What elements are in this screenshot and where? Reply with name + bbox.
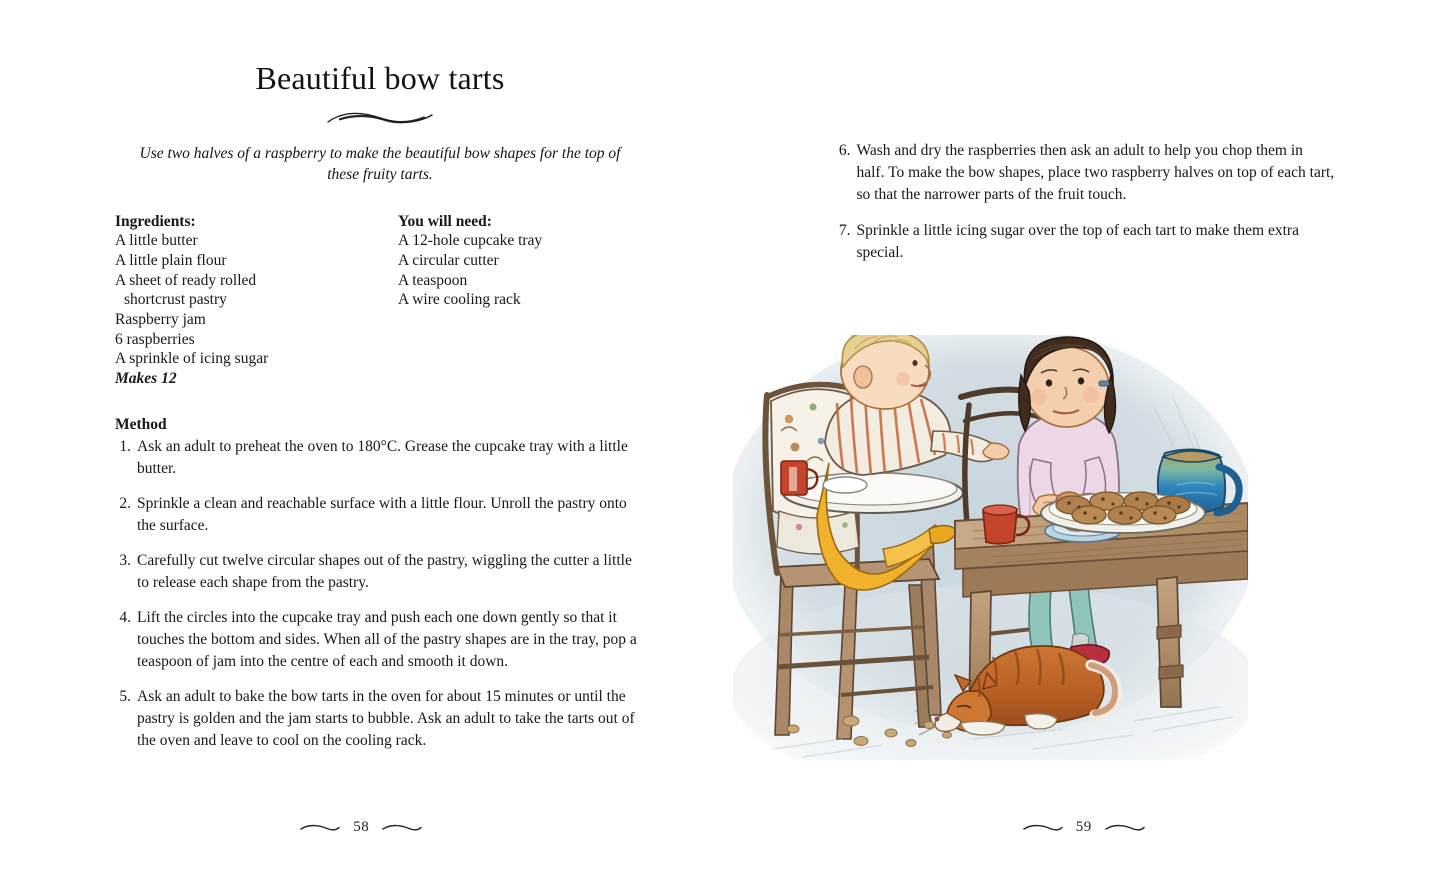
step-text: Lift the circles into the cupcake tray and push each one down gently so that it touches the bottom and sides. When all of the pastry shapes are in the tray, pop a teaspoon of jam into the centre of each and smooth it down. [137, 608, 637, 670]
right-page [723, 0, 1445, 874]
step-number: 6. [838, 142, 851, 159]
list-item: A circular cutter [398, 251, 499, 269]
illustration-artwork [733, 335, 1248, 760]
page-title: Beautiful bow tarts [255, 60, 505, 96]
step-number: 7. [838, 222, 851, 239]
step-text: Carefully cut twelve circular shapes out of the pastry, wiggling the cutter a little to release each shape from the pastry. [137, 551, 632, 591]
folio-right [723, 819, 1445, 836]
folio-swash-left-icon [300, 822, 340, 834]
folio-left [0, 819, 723, 836]
recipe-intro: Use two halves of a raspberry to make the beautiful bow shapes for the top of these fruity tarts. [139, 144, 621, 184]
method-steps-left [115, 436, 645, 752]
list-item: A little plain flour [115, 251, 227, 269]
page-number: 59 [1075, 819, 1092, 835]
list-item: A 12-hole cupcake tray [398, 232, 543, 250]
step-number: 3. [119, 551, 131, 569]
list-item: A teaspoon [398, 271, 468, 289]
makes-yield: Makes 12 [115, 369, 177, 387]
method-step [115, 686, 645, 752]
equipment-list [398, 231, 645, 310]
baby-eye [912, 360, 917, 366]
step-text: Sprinkle a little icing sugar over the top of each tart to make them extra special. [856, 222, 1299, 261]
list-item: A sheet of ready rolled [115, 271, 257, 289]
recipe-illustration [733, 335, 1248, 760]
folio-swash-right-icon [1105, 822, 1145, 834]
tray-bowl [823, 477, 867, 493]
right-page-content [835, 140, 1335, 278]
folio-swash-right-icon [382, 822, 422, 834]
method-step [115, 607, 645, 673]
page-number: 58 [353, 819, 370, 835]
step-number: 4. [119, 608, 131, 626]
method-step [115, 436, 645, 480]
girl-eye-right [1077, 377, 1083, 384]
step-number: 1. [119, 437, 131, 455]
method-step [835, 220, 1335, 264]
step-number: 5. [119, 687, 131, 705]
girl-eye-left [1045, 379, 1051, 386]
method-heading: Method [115, 415, 167, 433]
method-step [115, 550, 645, 594]
step-text: Ask an adult to preheat the oven to 180°C. Grease the cupcake tray with a little butter. [137, 437, 628, 477]
swash-ornament-icon [326, 109, 434, 129]
step-text: Sprinkle a clean and reachable surface with a little flour. Unroll the pastry onto the surface. [137, 494, 627, 534]
list-item: Raspberry jam [115, 310, 206, 328]
step-text: Wash and dry the raspberries then ask an adult to help you chop them in half. To make the bow shapes, place two raspberry halves on top of each tart, so that the narrower parts of the fruit touch. [856, 142, 1335, 203]
ingredients-list [115, 231, 398, 369]
equipment-column [398, 212, 645, 389]
step-number: 2. [119, 494, 131, 512]
list-item: shortcrust pastry [124, 291, 227, 309]
equipment-heading: You will need: [398, 212, 492, 230]
left-page-content [115, 60, 645, 752]
list-item: 6 raspberries [115, 330, 195, 348]
ingredients-column [115, 212, 398, 389]
list-item: A sprinkle of icing sugar [115, 350, 269, 368]
step-text: Ask an adult to bake the bow tarts in the oven for about 15 minutes or until the pastry is golden and the jam starts to bubble. Ask an adult to take the tarts out of the oven and leave to cool on the cooling rack. [137, 687, 635, 749]
method-step [835, 140, 1335, 206]
list-item: A little butter [115, 232, 198, 250]
ingredients-heading: Ingredients: [115, 212, 196, 230]
folio-swash-left-icon [1023, 822, 1063, 834]
method-step [115, 493, 645, 537]
method-steps-right [835, 140, 1335, 264]
table-leg-right [1157, 577, 1181, 707]
ingredients-equipment-columns [115, 212, 645, 389]
list-item: A wire cooling rack [398, 291, 521, 309]
